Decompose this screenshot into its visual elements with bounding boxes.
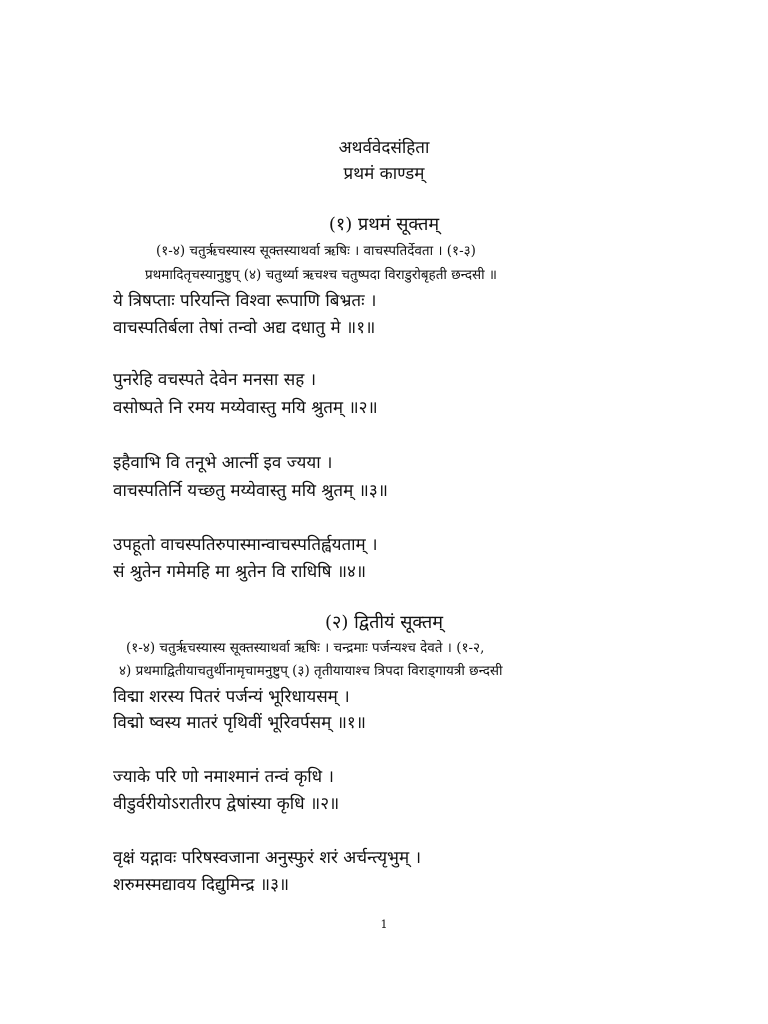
sukta-2-meta-line-1: (१-४) चतुरृचस्यास्य सूक्तस्याथर्वा ऋषिः । चन्द्रमाः पर्जन्यश्च देवते । (१-२, <box>126 640 485 656</box>
page-number: 1 <box>380 918 388 931</box>
sukta-2-verse-line: वृक्षं यद्गावः परिषस्वजाना अनुस्फुरं शरं अर्चन्त्यृभुम् । <box>113 848 422 868</box>
sukta-2-verse-line: शरुमस्मद्यावय दिद्युमिन्द्र ॥३॥ <box>113 875 290 895</box>
sukta-2-heading: (२) द्वितीयं सूक्तम् <box>324 612 444 633</box>
sukta-1-verse-line: सं श्रुतेन गमेमहि मा श्रुतेन वि राधिषि ॥४॥ <box>113 562 367 582</box>
sukta-1-verse-line: वाचस्पतिर्नि यच्छतु मय्येवास्तु मयि श्रुतम् ॥३॥ <box>113 481 388 501</box>
sukta-2-verse-line: विद्मो ष्वस्य मातरं पृथिवीं भूरिवर्पसम् ॥१॥ <box>113 713 366 733</box>
sukta-1-meta-line-2: प्रथमादितृचस्यानुष्टुप् (४) चतुर्थ्या ऋचश्च चतुष्पदा विराडुरोबृहती छन्दसी ॥ <box>145 267 498 283</box>
sukta-1-verse-line: ये त्रिषप्ताः परियन्ति विश्वा रूपाणि बिभ्रतः । <box>113 291 377 311</box>
sukta-2-verse-line: विद्मा शरस्य पितरं पर्जन्यं भूरिधायसम् । <box>113 687 350 707</box>
sukta-1-meta-line-1: (१-४) चतुरृचस्यास्य सूक्तस्याथर्वा ऋषिः । वाचस्पतिर्देवता । (१-३) <box>156 243 476 259</box>
sukta-1-verse-line: पुनरेहि वचस्पते देवेन मनसा सह । <box>113 370 317 390</box>
sukta-1-verse-line: उपहूतो वाचस्पतिरुपास्मान्वाचस्पतिर्ह्वयताम् । <box>113 535 378 555</box>
sukta-1-verse-line: वसोष्पते नि रमय मय्येवास्तु मयि श्रुतम् ॥२॥ <box>113 398 378 418</box>
sukta-2-meta-line-2: ४) प्रथमाद्वितीयाचतुर्थीनामृचामनुष्टुप् (३) तृतीयायाश्च त्रिपदा विराड्गायत्री छन्दसी <box>119 663 503 679</box>
sukta-2-verse-line: वीडुर्वरीयोऽरातीरप द्वेषांस्या कृधि ॥२॥ <box>113 794 340 814</box>
sukta-1-verse-line: वाचस्पतिर्बला तेषां तन्वो अद्य दधातु मे ॥१॥ <box>113 318 376 338</box>
sukta-2-verse-line: ज्याके परि णो नमाश्मानं तन्वं कृधि । <box>113 767 334 787</box>
book-title: अथर्ववेदसंहिता <box>338 138 430 158</box>
sukta-1-verse-line: इहैवाभि वि तनूभे आर्त्नी इव ज्यया । <box>113 453 333 473</box>
sukta-1-heading: (१) प्रथमं सूक्तम् <box>328 214 440 235</box>
book-subtitle: प्रथमं काण्डम् <box>343 164 425 184</box>
